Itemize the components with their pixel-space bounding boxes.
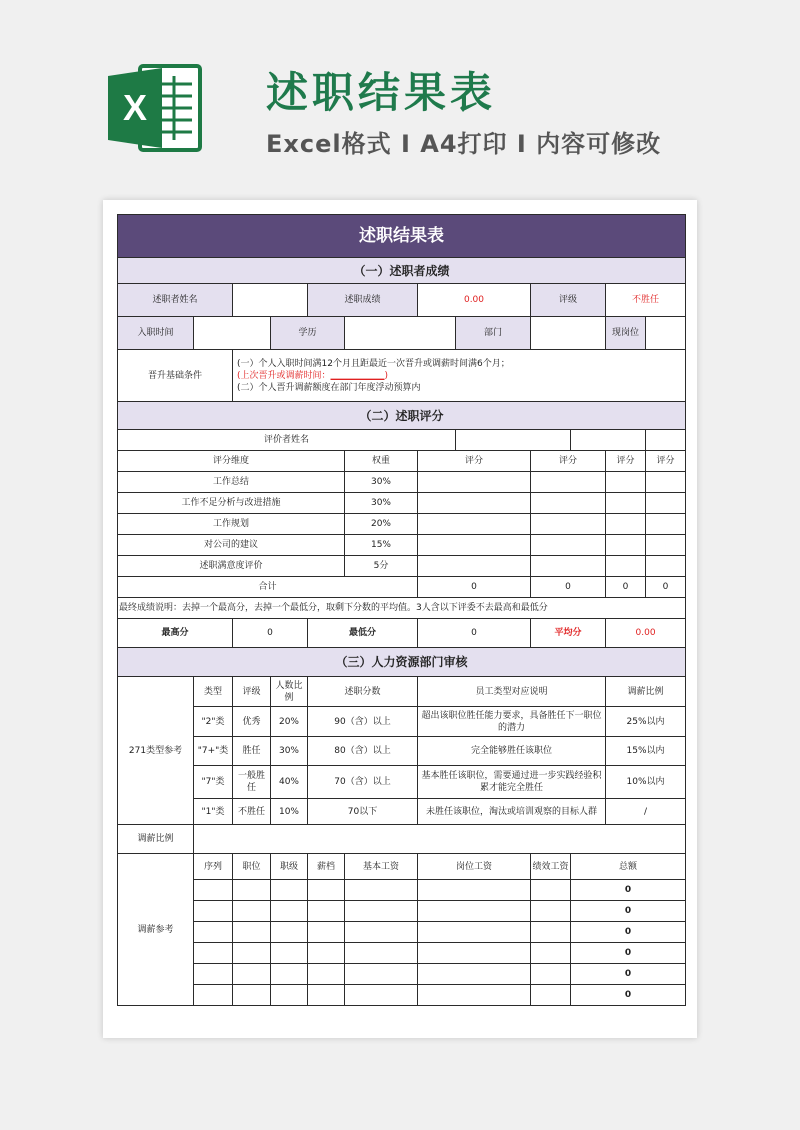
min-label: 最低分: [308, 619, 418, 648]
table-row: [118, 472, 686, 493]
dimension-name: 对公司的建议: [118, 535, 345, 556]
section3-heading: （三）人力资源部门审核: [118, 648, 686, 677]
salary-col-header: 总额: [571, 854, 686, 880]
dimension-weight: 30%: [345, 472, 418, 493]
salary-col-header: 序列: [194, 854, 233, 880]
desc-cell: 未胜任该职位，淘汰或培训观察的目标人群: [418, 799, 606, 825]
ratio-cell: 10%: [271, 799, 308, 825]
score-col-4: 评分: [646, 451, 686, 472]
table-row: [118, 943, 686, 964]
raise-cell: 25%以内: [606, 707, 686, 737]
edu-value[interactable]: [345, 317, 456, 350]
condition-line-1: (一）个人入职时间满12个月且距最近一次晋升或调薪时间满6个月；: [237, 358, 510, 369]
salary-cell[interactable]: [531, 985, 571, 1006]
salary-cell[interactable]: [233, 985, 271, 1006]
score-range-cell: 90（含）以上: [308, 707, 418, 737]
score-cell[interactable]: [646, 556, 686, 577]
total-4: 0: [646, 577, 686, 598]
condition-line-2: (上次晋升或调薪时间：＿＿＿＿＿＿): [237, 370, 389, 381]
salary-cell[interactable]: [194, 985, 233, 1006]
score-cell[interactable]: [418, 493, 531, 514]
avg-label: 平均分: [531, 619, 606, 648]
salary-total: 0: [571, 964, 686, 985]
salary-cell[interactable]: [531, 964, 571, 985]
score-cell[interactable]: [646, 535, 686, 556]
table-row: [118, 556, 686, 577]
total-label: 合计: [118, 577, 418, 598]
type-cell: "2"类: [194, 707, 233, 737]
col-header: 述职分数: [308, 677, 418, 707]
table-row: [118, 707, 686, 737]
section2-heading: （二）述职评分: [118, 402, 686, 430]
col-header: 人数比例: [271, 677, 308, 707]
table-row: [118, 880, 686, 901]
dimension-name: 工作不足分析与改进措施: [118, 493, 345, 514]
max-value: 0: [233, 619, 308, 648]
dimension-weight: 30%: [345, 493, 418, 514]
score-cell[interactable]: [606, 493, 646, 514]
salary-cell[interactable]: [271, 901, 308, 922]
condition-text: [233, 350, 686, 402]
salary-cell[interactable]: [345, 922, 418, 943]
dimension-weight: 5分: [345, 556, 418, 577]
salary-cell[interactable]: [418, 880, 531, 901]
salary-cell[interactable]: [345, 880, 418, 901]
table-row: [118, 737, 686, 766]
salary-total: 0: [571, 901, 686, 922]
salary-cell[interactable]: [233, 880, 271, 901]
score-range-cell: 70（含）以上: [308, 766, 418, 799]
min-value: 0: [418, 619, 531, 648]
salary-total: 0: [571, 880, 686, 901]
table-row: [118, 922, 686, 943]
grade-cell: 胜任: [233, 737, 271, 766]
salary-cell[interactable]: [308, 922, 345, 943]
type-cell: "1"类: [194, 799, 233, 825]
salary-cell[interactable]: [194, 880, 233, 901]
total-3: 0: [606, 577, 646, 598]
raise-cell: 10%以内: [606, 766, 686, 799]
section1-heading: （一）述职者成绩: [118, 258, 686, 284]
salary-cell[interactable]: [531, 943, 571, 964]
table-row: [118, 535, 686, 556]
table-row: [118, 901, 686, 922]
desc-cell: 基本胜任该职位，需要通过进一步实践经验积累才能完全胜任: [418, 766, 606, 799]
score-label: 述职成绩: [308, 284, 418, 317]
salary-cell[interactable]: [418, 901, 531, 922]
salary-cell[interactable]: [271, 985, 308, 1006]
salary-col-header: 职位: [233, 854, 271, 880]
score-cell[interactable]: [646, 514, 686, 535]
salary-col-header: 基本工资: [345, 854, 418, 880]
score-cell[interactable]: [606, 556, 646, 577]
grade-value: 不胜任: [606, 284, 686, 317]
score-cell[interactable]: [606, 472, 646, 493]
final-score-note: 最终成绩说明：去掉一个最高分，去掉一个最低分，取剩下分数的平均值。3人含以下评委不去最高和最低分: [118, 598, 686, 619]
score-cell[interactable]: [531, 493, 606, 514]
dimension-header: 评分维度: [118, 451, 345, 472]
raise-ratio-value[interactable]: [194, 825, 686, 854]
salary-cell[interactable]: [233, 922, 271, 943]
post-value[interactable]: [646, 317, 686, 350]
salary-cell[interactable]: [418, 943, 531, 964]
salary-col-header: 绩效工资: [531, 854, 571, 880]
dept-value[interactable]: [531, 317, 606, 350]
report-table: [117, 214, 686, 1006]
salary-cell[interactable]: [308, 985, 345, 1006]
salary-cell[interactable]: [271, 964, 308, 985]
salary-cell[interactable]: [194, 901, 233, 922]
post-label: 现岗位: [606, 317, 646, 350]
entry-value[interactable]: [194, 317, 271, 350]
table-row: [118, 766, 686, 799]
score-col-2: 评分: [531, 451, 606, 472]
evaluator-1[interactable]: [456, 430, 571, 451]
salary-cell[interactable]: [271, 922, 308, 943]
salary-col-header: 薪档: [308, 854, 345, 880]
salary-cell[interactable]: [345, 964, 418, 985]
score-cell[interactable]: [418, 535, 531, 556]
name-label: 述职者姓名: [118, 284, 233, 317]
table-row: [118, 514, 686, 535]
salary-cell[interactable]: [345, 943, 418, 964]
col-header: 类型: [194, 677, 233, 707]
col-header: 评级: [233, 677, 271, 707]
score-value: 0.00: [418, 284, 531, 317]
score-cell[interactable]: [418, 472, 531, 493]
dimension-weight: 15%: [345, 535, 418, 556]
salary-cell[interactable]: [194, 943, 233, 964]
grade-cell: 不胜任: [233, 799, 271, 825]
score-cell[interactable]: [646, 493, 686, 514]
salary-cell[interactable]: [271, 880, 308, 901]
score-cell[interactable]: [531, 556, 606, 577]
ratio-cell: 20%: [271, 707, 308, 737]
salary-ref-label: 调薪参考: [118, 854, 194, 1006]
total-2: 0: [531, 577, 606, 598]
score-cell[interactable]: [646, 472, 686, 493]
raise-cell: /: [606, 799, 686, 825]
type-ref-label: 271类型参考: [118, 677, 194, 825]
type-cell: "7+"类: [194, 737, 233, 766]
salary-cell[interactable]: [308, 880, 345, 901]
salary-cell[interactable]: [531, 880, 571, 901]
salary-cell[interactable]: [418, 964, 531, 985]
total-1: 0: [418, 577, 531, 598]
table-row: [118, 964, 686, 985]
type-cell: "7"类: [194, 766, 233, 799]
evaluator-label: 评价者姓名: [118, 430, 456, 451]
salary-cell[interactable]: [194, 964, 233, 985]
col-header: 员工类型对应说明: [418, 677, 606, 707]
weight-header: 权重: [345, 451, 418, 472]
dimension-name: 工作规划: [118, 514, 345, 535]
desc-cell: 超出该职位胜任能力要求，具备胜任下一职位的潜力: [418, 707, 606, 737]
score-cell[interactable]: [606, 514, 646, 535]
banner-subtitle: Excel格式 I A4打印 I 内容可修改: [266, 130, 662, 158]
salary-cell[interactable]: [531, 901, 571, 922]
score-cell[interactable]: [531, 535, 606, 556]
salary-total: 0: [571, 985, 686, 1006]
salary-col-header: 职级: [271, 854, 308, 880]
grade-cell: 一般胜任: [233, 766, 271, 799]
salary-cell[interactable]: [308, 901, 345, 922]
svg-text:X: X: [122, 87, 148, 128]
score-cell[interactable]: [531, 514, 606, 535]
salary-cell[interactable]: [271, 943, 308, 964]
score-cell[interactable]: [418, 556, 531, 577]
ratio-cell: 30%: [271, 737, 308, 766]
dimension-weight: 20%: [345, 514, 418, 535]
salary-cell[interactable]: [345, 985, 418, 1006]
condition-label: 晋升基础条件: [118, 350, 233, 402]
avg-value: 0.00: [606, 619, 686, 648]
salary-total: 0: [571, 922, 686, 943]
salary-cell[interactable]: [194, 922, 233, 943]
dept-label: 部门: [456, 317, 531, 350]
score-col-3: 评分: [606, 451, 646, 472]
score-cell[interactable]: [606, 535, 646, 556]
banner-title: 述职结果表: [266, 68, 497, 117]
desc-cell: 完全能够胜任该职位: [418, 737, 606, 766]
evaluator-3[interactable]: [646, 430, 686, 451]
excel-logo-icon: [104, 62, 204, 154]
salary-cell[interactable]: [233, 901, 271, 922]
raise-cell: 15%以内: [606, 737, 686, 766]
condition-line-3: (二）个人晋升调薪额度在部门年度浮动预算内: [237, 382, 421, 393]
salary-cell[interactable]: [531, 922, 571, 943]
grade-label: 评级: [531, 284, 606, 317]
salary-total: 0: [571, 943, 686, 964]
salary-cell[interactable]: [418, 922, 531, 943]
score-cell[interactable]: [418, 514, 531, 535]
salary-col-header: 岗位工资: [418, 854, 531, 880]
evaluator-2[interactable]: [571, 430, 646, 451]
score-col-1: 评分: [418, 451, 531, 472]
raise-ratio-label: 调薪比例: [118, 825, 194, 854]
score-range-cell: 80（含）以上: [308, 737, 418, 766]
table-row: [118, 985, 686, 1006]
edu-label: 学历: [271, 317, 345, 350]
dimension-name: 述职满意度评价: [118, 556, 345, 577]
entry-label: 入职时间: [118, 317, 194, 350]
salary-cell[interactable]: [418, 985, 531, 1006]
salary-cell[interactable]: [233, 943, 271, 964]
score-range-cell: 70以下: [308, 799, 418, 825]
salary-cell[interactable]: [308, 943, 345, 964]
document-title: 述职结果表: [118, 215, 686, 258]
ratio-cell: 40%: [271, 766, 308, 799]
score-cell[interactable]: [531, 472, 606, 493]
salary-cell[interactable]: [308, 964, 345, 985]
salary-cell[interactable]: [345, 901, 418, 922]
dimension-name: 工作总结: [118, 472, 345, 493]
grade-cell: 优秀: [233, 707, 271, 737]
table-row: [118, 493, 686, 514]
salary-cell[interactable]: [233, 964, 271, 985]
table-row: [118, 799, 686, 825]
name-value[interactable]: [233, 284, 308, 317]
col-header: 调薪比例: [606, 677, 686, 707]
max-label: 最高分: [118, 619, 233, 648]
